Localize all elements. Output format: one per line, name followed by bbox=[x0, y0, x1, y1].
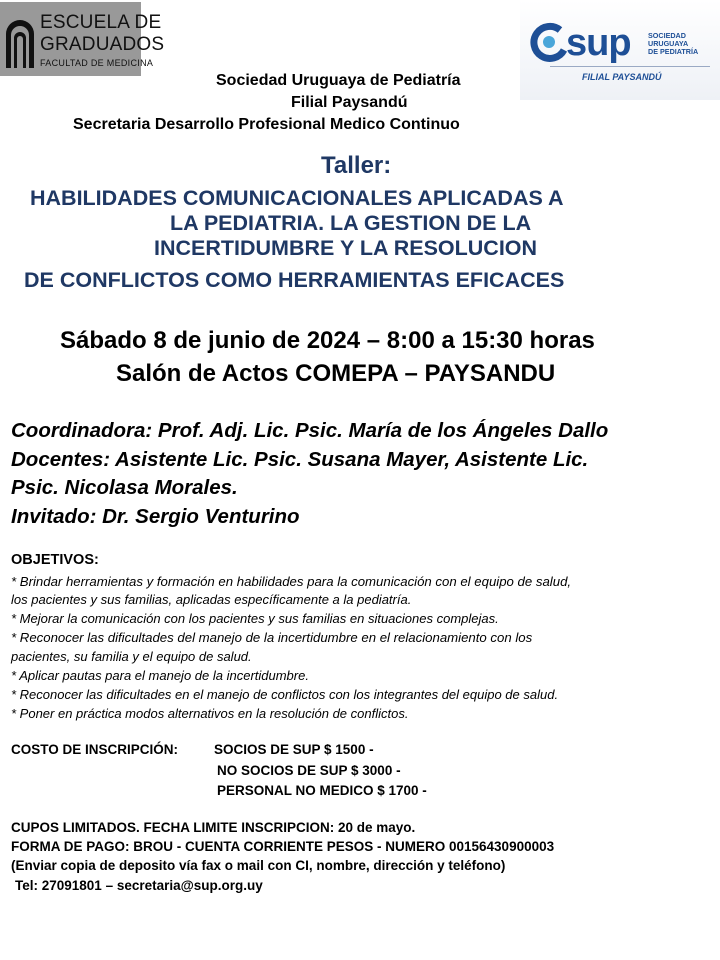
docentes-line2: Psic. Nicolasa Morales. bbox=[11, 476, 238, 499]
contacto: Tel: 27091801 – secretaria@sup.org.uy bbox=[15, 878, 263, 893]
objetivo-line: * Brindar herramientas y formación en habilidades para la comunicación con el equipo de salud, bbox=[11, 574, 572, 589]
header-secretaria: Secretaria Desarrollo Profesional Medico Continuo bbox=[73, 116, 460, 133]
sup-wordmark: sup bbox=[566, 22, 631, 64]
costo-personal: PERSONAL NO MEDICO $ 1700 - bbox=[217, 783, 427, 798]
sup-fullname-line1: SOCIEDAD bbox=[648, 31, 686, 40]
arches-icon bbox=[4, 14, 36, 68]
event-date: Sábado 8 de junio de 2024 – 8:00 a 15:30 horas bbox=[60, 327, 595, 354]
header-org: Sociedad Uruguaya de Pediatría bbox=[216, 72, 461, 89]
header-filial: Filial Paysandú bbox=[291, 94, 408, 111]
objetivo-line: * Poner en práctica modos alternativos en la resolución de conflictos. bbox=[11, 706, 409, 721]
event-venue: Salón de Actos COMEPA – PAYSANDU bbox=[116, 360, 556, 387]
objetivo-line: pacientes, su familia y el equipo de salud. bbox=[11, 649, 252, 664]
cupos: CUPOS LIMITADOS. FECHA LIMITE INSCRIPCION: 20 de mayo. bbox=[11, 820, 416, 835]
objetivo-line: los pacientes y sus familias, aplicadas específicamente a la pediatría. bbox=[11, 592, 412, 607]
escuela-line2: GRADUADOS bbox=[40, 34, 165, 55]
escuela-line1: ESCUELA DE bbox=[40, 12, 162, 33]
forma-de-pago: FORMA DE PAGO: BROU - CUENTA CORRIENTE PESOS - NUMERO 00156430900003 bbox=[11, 839, 555, 854]
sup-filial: FILIAL PAYSANDÚ bbox=[582, 72, 662, 82]
escuela-graduados-logo bbox=[0, 2, 165, 76]
docentes-line1: Docentes: Asistente Lic. Psic. Susana Mayer, Asistente Lic. bbox=[11, 448, 589, 471]
title-line2: LA PEDIATRIA. LA GESTION DE LA bbox=[170, 211, 532, 235]
escuela-line3: FACULTAD DE MEDICINA bbox=[40, 58, 154, 68]
title-line3: INCERTIDUMBRE Y LA RESOLUCION bbox=[154, 236, 538, 260]
coordinadora: Coordinadora: Prof. Adj. Lic. Psic. María de los Ángeles Dallo bbox=[11, 419, 609, 442]
objetivos-heading: OBJETIVOS: bbox=[11, 552, 99, 568]
sup-fullname bbox=[648, 32, 698, 56]
costo-no-socios: NO SOCIOS DE SUP $ 3000 - bbox=[217, 763, 401, 778]
sup-fullname-line2: URUGUAYA bbox=[648, 39, 689, 48]
costo-socios: SOCIOS DE SUP $ 1500 - bbox=[214, 742, 374, 757]
costo-label: COSTO DE INSCRIPCIÓN: bbox=[11, 742, 179, 757]
sup-swirl-icon bbox=[530, 22, 568, 62]
title-line1: HABILIDADES COMUNICACIONALES APLICADAS A bbox=[30, 186, 564, 210]
taller-label: Taller: bbox=[321, 152, 392, 179]
objetivo-line: * Reconocer las dificultades del manejo de la incertidumbre en el relacionamiento con los bbox=[11, 630, 533, 645]
sup-logo bbox=[520, 0, 720, 100]
sup-divider bbox=[550, 66, 710, 67]
title-line4: DE CONFLICTOS COMO HERRAMIENTAS EFICACES bbox=[24, 268, 565, 292]
objetivo-line: * Reconocer las dificultades en el manejo de conflictos con los integrantes del equipo de salud. bbox=[11, 687, 559, 702]
sup-fullname-line3: DE PEDIATRÍA bbox=[648, 47, 699, 56]
objetivo-line: * Aplicar pautas para el manejo de la incertidumbre. bbox=[11, 668, 309, 683]
invitado: Invitado: Dr. Sergio Venturino bbox=[11, 505, 300, 528]
objetivo-line: * Mejorar la comunicación con los pacientes y sus familias en situaciones complejas. bbox=[11, 611, 499, 626]
enviar-copia: (Enviar copia de deposito vía fax o mail con CI, nombre, dirección y teléfono) bbox=[11, 858, 506, 873]
